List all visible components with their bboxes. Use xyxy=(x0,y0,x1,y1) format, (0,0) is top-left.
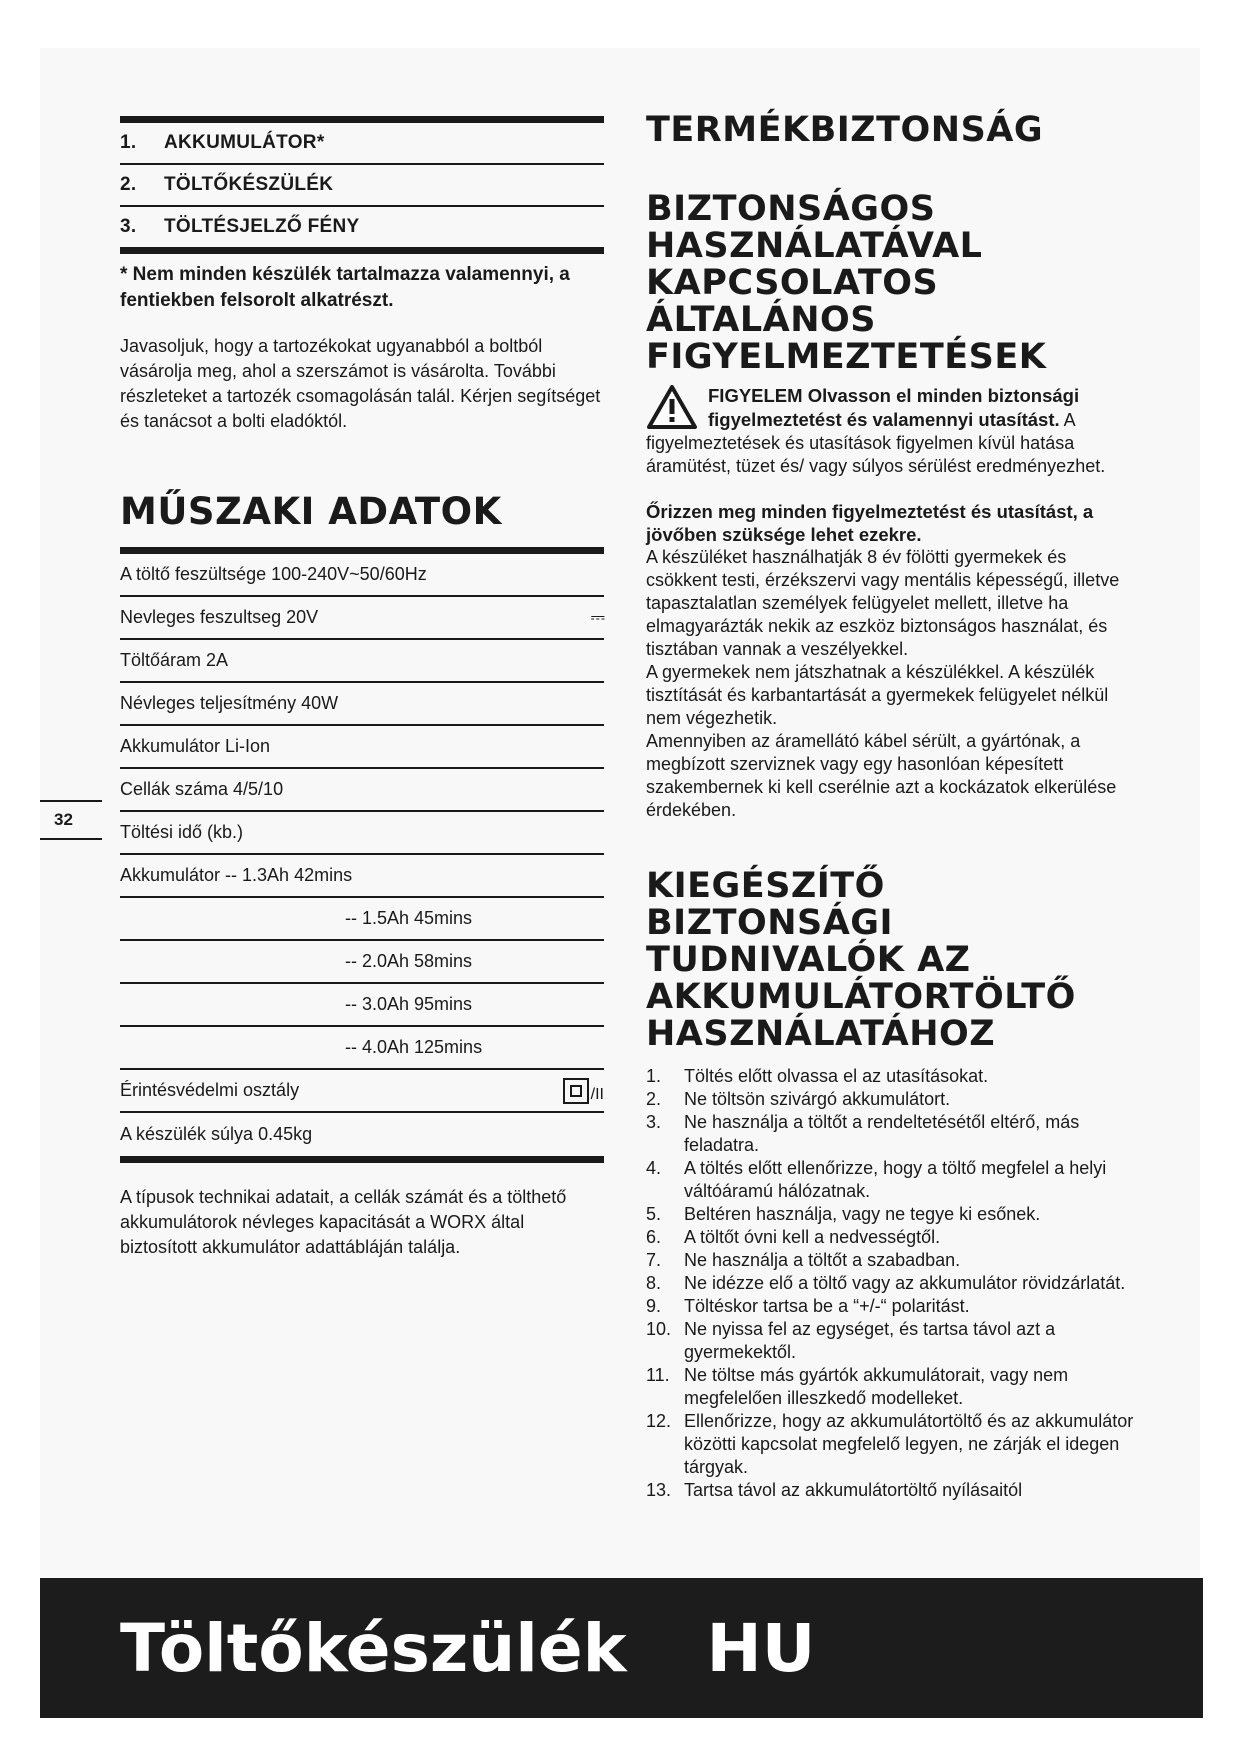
warning-text: A figyelmeztetések és utasítások figyelmen kívül hatása áramütést, tüzet és/ vagy súlyos sérülést eredményezhet. xyxy=(646,410,1106,476)
spec-row xyxy=(120,1113,604,1156)
part-label: AKKUMULÁTOR* xyxy=(164,132,325,153)
divider xyxy=(120,247,604,254)
general-warnings-title: BIZTONSÁGOS HASZNÁLATÁVAL KAPCSOLATOS ÁLTALÁNOS FIGYELMEZTETÉSEK xyxy=(646,189,1047,377)
keep-paragraph: A gyermekek nem játszhatnak a készülékkel. A készülék tisztítását és karbantartását a gyermekek felügyelet nélkül nem végezhetik. xyxy=(646,662,1109,728)
part-number: 1. xyxy=(120,132,137,153)
spec-rated-voltage: Nevleges feszultseg 20V xyxy=(120,607,319,627)
footer-language: HU xyxy=(706,1609,816,1687)
spec-cells: Cellák száma 4/5/10 xyxy=(120,779,284,799)
part-label: TÖLTÉSJELZŐ FÉNY xyxy=(164,216,360,237)
spec-row xyxy=(120,1070,604,1113)
keep-paragraph: A készüléket használhatják 8 év fölötti gyermekek és csökkent testi, érzékszervi vagy mentális képességű, illetve tapasztalatlan személyek felügyelet mellett, illetve ha elmagyarázták nekik az eszköz biztonságos használat, és tisztában vannak a veszélyekkel. xyxy=(646,547,1120,659)
spec-battery-13: Akkumulátor -- 1.3Ah 42mins xyxy=(120,865,353,885)
spec-row xyxy=(120,726,604,769)
divider xyxy=(40,838,102,840)
list-item: 12. Ellenőrizze, hogy az akkumulátortöltő és az akkumulátor közötti kapcsolat megfelelő legyen, ne zárják el idegen tárgyak. xyxy=(646,1411,1134,1477)
tech-data-title: MŰSZAKI ADATOK xyxy=(120,490,502,533)
spec-row xyxy=(120,855,604,898)
part-item xyxy=(120,165,604,205)
spec-row xyxy=(120,683,604,726)
list-item: 10. Ne nyissa fel az egységet, és tartsa távol azt a gyermekektől. xyxy=(646,1319,1056,1362)
spec-row xyxy=(120,769,604,812)
spec-battery-30: -- 3.0Ah 95mins xyxy=(345,994,473,1014)
parts-note: * Nem minden készülék tartalmazza valamennyi, a fentiekben felsorolt alkatrészt. xyxy=(120,264,570,311)
spec-row xyxy=(120,597,604,640)
accessories-text: Javasoljuk, hogy a tartozékokat ugyanabból a boltból vásárolja meg, ahol a szerszámot is vásárolta. További részleteket a tartozék csomagolásán talál. Kérjen segítséget és tanácsot a bolti eladóktól. xyxy=(120,336,601,431)
list-item: 7. Ne használja a töltőt a szabadban. xyxy=(646,1250,961,1270)
spec-row xyxy=(120,941,604,984)
spec-row xyxy=(120,1027,604,1070)
spec-battery-40: -- 4.0Ah 125mins xyxy=(345,1037,483,1057)
spec-row xyxy=(120,898,604,941)
footer-title: Töltőkészülék xyxy=(120,1609,627,1687)
warning-block xyxy=(646,384,1136,478)
spec-voltage-in: A töltő feszültsége 100-240V~50/60Hz xyxy=(120,564,427,584)
spec-protection: Érintésvédelmi osztály xyxy=(120,1080,300,1100)
keep-instructions xyxy=(646,500,1136,822)
spec-row xyxy=(120,984,604,1027)
list-item: 8. Ne idézze elő a töltő vagy az akkumulátor rövidzárlatát. xyxy=(646,1273,1126,1293)
list-item: 2. Ne töltsön szivárgó akkumulátort. xyxy=(646,1089,951,1109)
list-item: 6. A töltőt óvni kell a nedvességtől. xyxy=(646,1227,941,1247)
dc-symbol-icon: ⎓ xyxy=(590,606,604,628)
right-column xyxy=(646,112,1136,1502)
safety-list xyxy=(646,1065,1136,1502)
warning-bold: FIGYELEM Olvasson el minden biztonsági figyelmeztetést és valamennyi utasítást. xyxy=(708,385,1080,430)
list-item: 4. A töltés előtt ellenőrizze, hogy a töltő megfelel a helyi váltóáramú hálózatnak. xyxy=(646,1158,1107,1201)
list-item: 3. Ne használja a töltőt a rendeltetésétől eltérő, más feladatra. xyxy=(646,1112,1080,1155)
spec-current: Töltőáram 2A xyxy=(120,650,229,670)
list-item: 13. Tartsa távol az akkumulátortöltő nyílásaitól xyxy=(646,1480,1023,1500)
additional-safety-title: KIEGÉSZÍTŐ BIZTONSÁGI TUDNIVALÓK AZ AKKUMULÁTORTÖLTŐ HASZNÁLATÁHOZ xyxy=(646,866,1076,1054)
part-label: TÖLTŐKÉSZÜLÉK xyxy=(164,174,334,195)
spec-battery-15: -- 1.5Ah 45mins xyxy=(345,908,473,928)
footer-banner xyxy=(40,1578,1203,1718)
class-two-symbol xyxy=(563,1078,604,1104)
spec-charge-time: Töltési idő (kb.) xyxy=(120,822,244,842)
divider xyxy=(120,116,604,123)
tech-footnote: A típusok technikai adatait, a cellák számát és a tölthető akkumulátorok névleges kapacitását a WORX által biztosított akkumulátor adattábláján találja. xyxy=(120,1187,567,1257)
divider xyxy=(120,547,604,554)
warning-triangle-icon xyxy=(646,384,698,430)
part-number: 3. xyxy=(120,216,137,237)
spec-row xyxy=(120,640,604,683)
part-number: 2. xyxy=(120,174,137,195)
spec-battery-20: -- 2.0Ah 58mins xyxy=(345,951,473,971)
spec-battery: Akkumulátor Li-Ion xyxy=(120,736,271,756)
spec-weight: A készülék súlya 0.45kg xyxy=(120,1124,313,1144)
part-item xyxy=(120,207,604,247)
spec-power: Névleges teljesítmény 40W xyxy=(120,693,339,713)
part-item xyxy=(120,123,604,163)
class-two-suffix: /II xyxy=(590,1085,604,1103)
list-item: 9. Töltéskor tartsa be a “+/-“ polaritást. xyxy=(646,1296,970,1316)
page-number-block xyxy=(40,800,102,840)
list-item: 5. Beltéren használja, vagy ne tegye ki esőnek. xyxy=(646,1204,1041,1224)
double-square-icon xyxy=(563,1078,589,1104)
left-column xyxy=(120,116,604,1260)
keep-paragraph: Amennyiben az áramellátó kábel sérült, a gyártónak, a megbízott szerviznek vagy egy hasonlóan képesített szakembernek ki kell cserélnie azt a kockázatok elkerülése érdekében. xyxy=(646,731,1117,820)
list-item: 1. Töltés előtt olvassa el az utasításokat. xyxy=(646,1066,989,1086)
divider xyxy=(120,1156,604,1163)
product-safety-title: TERMÉKBIZTONSÁG xyxy=(646,110,1044,150)
list-item: 11. Ne töltse más gyártók akkumulátorait, vagy nem megfelelően illeszkedő modelleket. xyxy=(646,1365,1069,1408)
keep-bold: Őrizzen meg minden figyelmeztetést és utasítást, a jövőben szüksége lehet ezekre. xyxy=(646,501,1094,545)
page-number: 32 xyxy=(54,810,73,829)
spec-row xyxy=(120,554,604,597)
spec-row xyxy=(120,812,604,855)
